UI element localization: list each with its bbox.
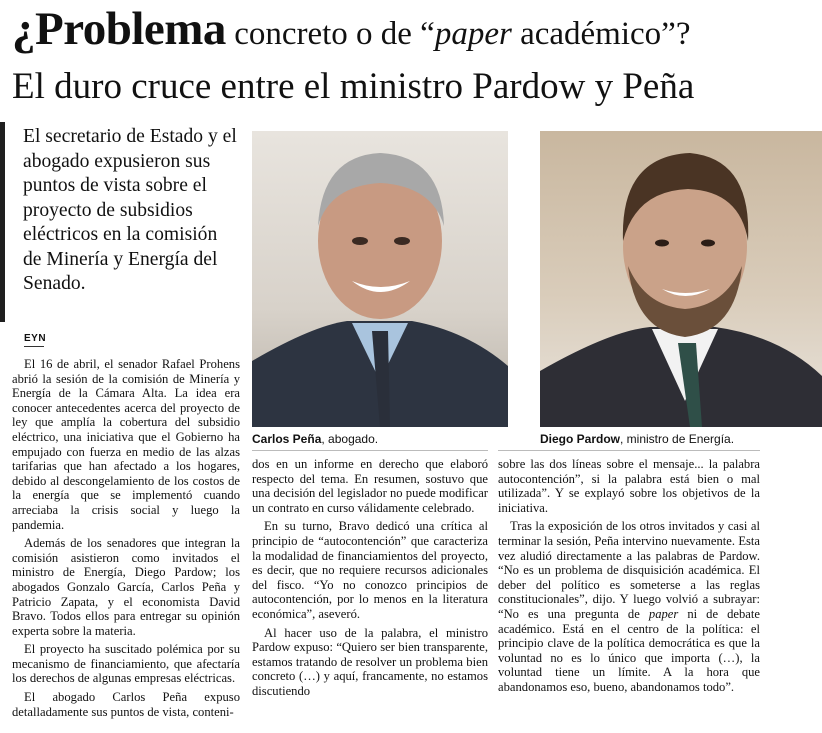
byline-rule bbox=[24, 346, 44, 347]
portrait-illustration bbox=[540, 131, 822, 427]
headline-line-1 bbox=[12, 3, 817, 60]
paragraph: Además de los senadores que integran la comisión asistieron como invitados el ministro de Energía, Diego Pardow; los abogados Gonzalo García, Carlos Peña y Patricio Zapata, y el economista David Bravo. Todos ellos para entregar su opinión experta sobre la materia. bbox=[12, 536, 240, 638]
caption-role: , ministro de Energía. bbox=[620, 432, 735, 446]
paragraph-text: ni de debate académico. Está en el centro de la política: el principio clave de la política democrática es que la voluntad no es lo único que importa (…), la voluntad tiene un límite. A la hora que abandonamos eso, bueno, abandonamos todo”. bbox=[498, 606, 760, 694]
caption-divider bbox=[252, 450, 488, 451]
article-column-3 bbox=[498, 457, 760, 699]
lede-box bbox=[0, 122, 238, 322]
lede-text: El secretario de Estado y el abogado expusieron sus puntos de vista sobre el proyecto de subsidios eléctricos en la comisión de Minería y Energía del Senado. bbox=[23, 126, 237, 294]
headline bbox=[12, 3, 817, 107]
caption-role: , abogado. bbox=[321, 432, 379, 446]
headline-rest bbox=[226, 16, 691, 52]
caption-divider bbox=[498, 450, 760, 451]
article-column-1 bbox=[12, 357, 240, 723]
photo-caption-left bbox=[252, 432, 378, 446]
headline-lead-word: ¿Problema bbox=[12, 3, 226, 55]
paragraph: El proyecto ha suscitado polémica por su mecanismo de financiamiento, que afectaría los derechos de algunas empresas eléctricas. bbox=[12, 642, 240, 686]
paragraph: El 16 de abril, el senador Rafael Prohens abrió la sesión de la comisión de Minería y Energía de la Cámara Alta. La idea era conocer antecedentes acerca del proyecto de ley que amplía la cobertura del subsidio eléctrico, una iniciativa que el Gobierno ha empujado con fuerza en medio de las alzas tarifarias que han afectado a los hogares, debido al descongelamiento de los costos de la energía que se implementó cuando arreciaba la crisis social y luego la pandemia. bbox=[12, 357, 240, 532]
paragraph bbox=[498, 519, 760, 694]
caption-name: Diego Pardow bbox=[540, 432, 621, 446]
headline-line-2: El duro cruce entre el ministro Pardow y Peña bbox=[12, 66, 695, 107]
paragraph: El abogado Carlos Peña expuso detalladamente sus puntos de vista, conteni- bbox=[12, 690, 240, 719]
photo-carlos-pena bbox=[252, 131, 508, 427]
photo-diego-pardow bbox=[540, 131, 822, 427]
headline-text: concreto o de “ bbox=[225, 16, 435, 52]
paragraph: Al hacer uso de la palabra, el ministro Pardow expuso: “Quiero ser bien transparente, estamos tratando de resolver un problema bien concreto (…) y aquí, francamente, no estamos discutiendo bbox=[252, 625, 488, 698]
photo-caption-right bbox=[540, 432, 734, 446]
paragraph-italic: paper bbox=[648, 606, 679, 621]
headline-text-end: académico”? bbox=[511, 16, 691, 52]
byline: EYN bbox=[24, 333, 47, 344]
paragraph: dos en un informe en derecho que elaboró respecto del tema. En resumen, sostuvo que una decisión del legislador no puede modificar un contrato en curso válidamente celebrado. bbox=[252, 457, 488, 515]
paragraph-text: Tras la exposición de los otros invitados y casi al terminar la sesión, Peña intervino nuevamente. Esta vez aludió directamente a las palabras de Pardow. “No es un problema de disquisición académica. El deber del político es someterse a las reglas constitucionales”, dijo. Y luego volvió a subrayar: “No es una pregunta de bbox=[498, 519, 760, 621]
headline-italic: paper bbox=[434, 16, 512, 52]
article-column-2 bbox=[252, 457, 488, 703]
portrait-illustration bbox=[252, 131, 508, 427]
caption-name: Carlos Peña bbox=[252, 432, 322, 446]
paragraph: sobre las dos líneas sobre el mensaje... la palabra autocontención”, si la palabra está bien o mal utilizada”. Y se explayó sobre los objetivos de la iniciativa. bbox=[498, 457, 760, 515]
paragraph: En su turno, Bravo dedicó una crítica al principio de “autocontención” que caracteriza la modalidad de financiamientos del proyecto, es decir, que no requiere recursos adicionales del fisco. “Yo no conozco principios de autocontención, por lo menos en la literatura económica”, aseveró. bbox=[252, 519, 488, 621]
